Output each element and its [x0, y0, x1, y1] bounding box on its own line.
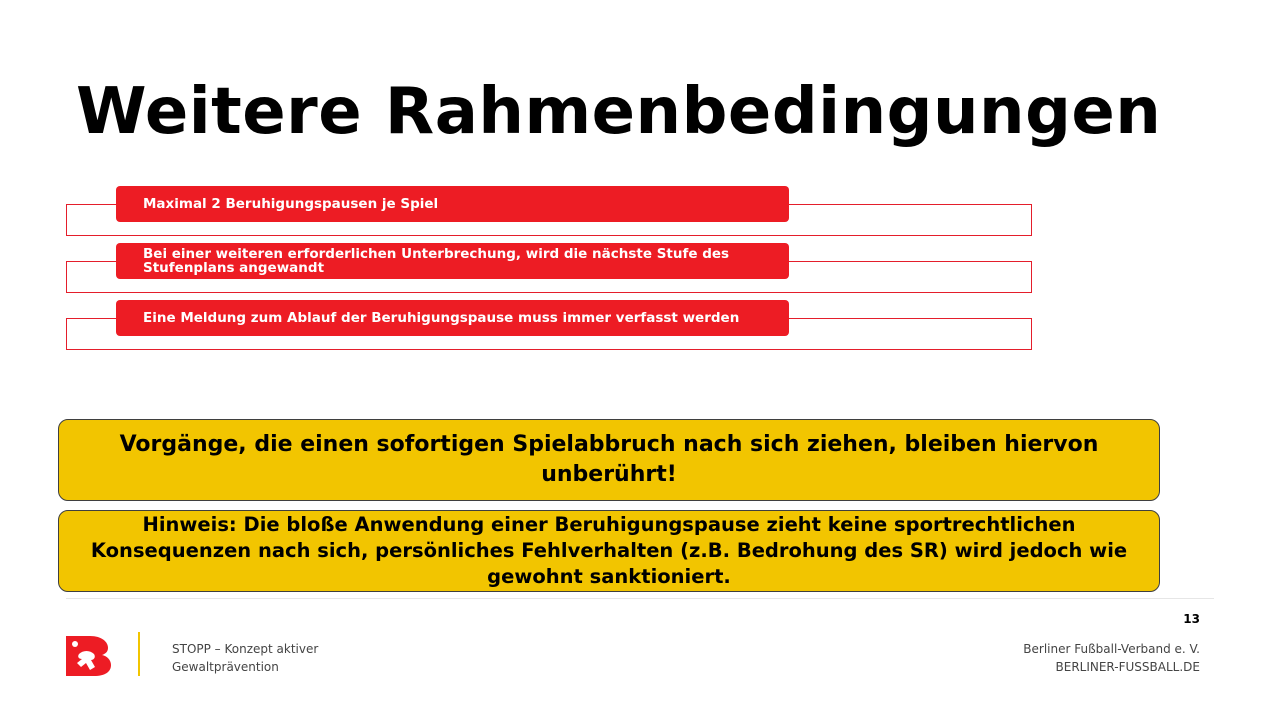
list-item-label: Eine Meldung zum Ablauf der Beruhigungspause muss immer verfasst werden: [116, 300, 789, 336]
slide-title: Weitere Rahmenbedingungen: [76, 75, 1162, 149]
note-callout: [58, 510, 1160, 592]
footer-divider: [66, 598, 1214, 599]
footer-organization: [1023, 640, 1200, 676]
footer-project-line-1: STOPP – Konzept aktiver: [172, 642, 319, 656]
list-item: [66, 243, 1032, 293]
list-item: [66, 300, 1032, 350]
warning-callout-text: Vorgänge, die einen sofortigen Spielabbruch nach sich ziehen, bleiben hiervon unberührt!: [119, 432, 1099, 487]
list-item-label: Maximal 2 Beruhigungspausen je Spiel: [116, 186, 789, 222]
footer-accent-bar: [138, 632, 140, 676]
note-callout-text: Hinweis: Die bloße Anwendung einer Beruhigungspause zieht keine sportrechtlichen Konsequenzen nach sich, persönliches Fehlverhalten (z.B. Bedrohung des SR) wird jedoch wie gewohnt sanktioniert.: [90, 513, 1128, 588]
footer-project: [172, 640, 318, 676]
page-number: 13: [1183, 612, 1200, 626]
footer-website-link[interactable]: BERLINER-FUSSBALL.DE: [1055, 660, 1200, 674]
footer-project-line-2: Gewaltprävention: [172, 660, 279, 674]
list-item-label: Bei einer weiteren erforderlichen Unterbrechung, wird die nächste Stufe des Stufenplans angewandt: [116, 243, 789, 279]
footer-organization-name: Berliner Fußball-Verband e. V.: [1023, 642, 1200, 656]
bfv-logo-icon: [66, 634, 112, 676]
warning-callout: [58, 419, 1160, 501]
list-item: [66, 186, 1032, 236]
